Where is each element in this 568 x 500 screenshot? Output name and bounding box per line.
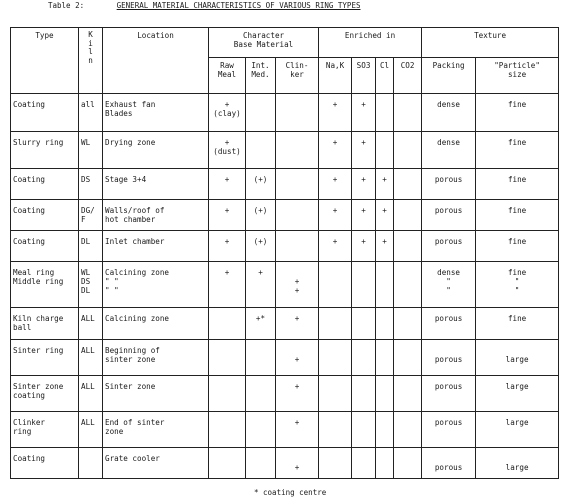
- cell-so3: [352, 231, 376, 262]
- cell-so3: [352, 376, 376, 412]
- cell-kiln-line: ALL: [81, 418, 95, 427]
- header-character-line2: Base Material: [233, 40, 294, 49]
- cell-type-line: Coating: [13, 454, 46, 463]
- cell-particle-size-line: ": [514, 277, 520, 286]
- cell-co2: [394, 308, 422, 340]
- header-particle-size-line2: size: [507, 70, 527, 79]
- cell-type-line: ring: [13, 427, 32, 436]
- cell-int-med: [246, 262, 276, 308]
- cell-location: [103, 262, 209, 308]
- cell-type-line: Middle ring: [13, 277, 64, 286]
- header-clinker-line1: Clin-: [285, 61, 309, 70]
- header-kiln-letter: l: [88, 47, 93, 56]
- cell-type: [11, 132, 79, 169]
- cell-kiln-line: DL: [81, 237, 91, 246]
- header-raw-meal-line2: Meal: [217, 70, 237, 79]
- cell-particle-size: [476, 448, 559, 479]
- footnote: * coating centre: [254, 488, 327, 497]
- cell-packing-line: porous: [434, 418, 463, 427]
- cell-location: [103, 200, 209, 231]
- cell-int-med: [246, 200, 276, 231]
- cell-location-line: Inlet chamber: [105, 237, 165, 246]
- cell-kiln-line: DG/: [81, 206, 95, 215]
- cell-raw-meal: [209, 262, 246, 308]
- cell-kiln: [79, 448, 103, 479]
- cell-clinker: [276, 200, 319, 231]
- cell-kiln-line: DS: [81, 175, 91, 184]
- cell-raw-meal-line: +: [224, 237, 230, 246]
- cell-particle-size-line: large: [505, 355, 529, 364]
- cell-na-k: [319, 262, 352, 308]
- cell-kiln-line: DL: [81, 286, 91, 295]
- header-int-med-line1: Int.: [251, 61, 270, 70]
- table-row: [11, 340, 559, 376]
- cell-type: [11, 308, 79, 340]
- cell-so3-line: +: [361, 175, 366, 184]
- cell-co2: [394, 448, 422, 479]
- cell-packing: [422, 412, 476, 448]
- cell-kiln: [79, 169, 103, 200]
- header-raw-meal: [209, 58, 246, 94]
- cell-kiln-line: WL: [81, 268, 91, 277]
- cell-kiln: [79, 376, 103, 412]
- cell-location: [103, 94, 209, 132]
- cell-type-line: Slurry ring: [13, 138, 64, 147]
- cell-particle-size-line: fine: [507, 237, 527, 246]
- cell-raw-meal: [209, 376, 246, 412]
- cell-int-med: [246, 448, 276, 479]
- cell-packing: [422, 200, 476, 231]
- cell-location: [103, 231, 209, 262]
- cell-clinker-line: +: [294, 286, 300, 295]
- cell-raw-meal: [209, 231, 246, 262]
- cell-clinker-line: +: [294, 277, 300, 286]
- cell-packing-line: porous: [434, 175, 463, 184]
- cell-co2: [394, 200, 422, 231]
- cell-location: [103, 376, 209, 412]
- cell-type-line: ball: [13, 323, 32, 332]
- cell-cl: [376, 308, 394, 340]
- cell-int-med: [246, 412, 276, 448]
- cell-clinker: [276, 448, 319, 479]
- cell-raw-meal: [209, 308, 246, 340]
- cell-location-line: sinter zone: [105, 355, 156, 364]
- cell-cl-line: +: [382, 175, 387, 184]
- table-row: [11, 132, 559, 169]
- ring-characteristics-table: [10, 27, 559, 479]
- cell-raw-meal: [209, 340, 246, 376]
- cell-packing-line: porous: [434, 463, 463, 472]
- cell-clinker: [276, 308, 319, 340]
- cell-type: [11, 231, 79, 262]
- cell-na-k-line: +: [332, 175, 338, 184]
- cell-particle-size-line: large: [505, 382, 529, 391]
- cell-packing: [422, 132, 476, 169]
- cell-clinker-line: [278, 454, 316, 463]
- cell-cl: [376, 169, 394, 200]
- cell-raw-meal-line: +: [224, 100, 230, 109]
- cell-location-line: zone: [105, 427, 124, 436]
- cell-na-k: [319, 169, 352, 200]
- cell-packing-line: ": [446, 286, 451, 295]
- cell-kiln: [79, 94, 103, 132]
- cell-clinker-line: [278, 268, 316, 277]
- table-row: [11, 200, 559, 231]
- cell-kiln-line: ALL: [81, 314, 95, 323]
- cell-clinker-line: [278, 346, 316, 355]
- cell-location: [103, 448, 209, 479]
- cell-particle-size: [476, 412, 559, 448]
- cell-kiln-line: all: [81, 100, 95, 109]
- cell-cl-line: +: [382, 237, 387, 246]
- cell-clinker: [276, 132, 319, 169]
- cell-location-line: Drying zone: [105, 138, 156, 147]
- cell-so3-line: +: [361, 237, 366, 246]
- cell-cl: [376, 340, 394, 376]
- cell-particle-size-line: [478, 346, 556, 355]
- cell-packing: [422, 308, 476, 340]
- cell-kiln: [79, 308, 103, 340]
- cell-type-line: Coating: [13, 237, 46, 246]
- table-row: [11, 169, 559, 200]
- cell-kiln-line: ALL: [81, 382, 95, 391]
- cell-raw-meal: [209, 132, 246, 169]
- cell-cl: [376, 412, 394, 448]
- cell-location: [103, 340, 209, 376]
- cell-cl: [376, 132, 394, 169]
- cell-packing: [422, 231, 476, 262]
- header-co2: CO2: [394, 58, 422, 94]
- cell-raw-meal: [209, 412, 246, 448]
- cell-cl: [376, 376, 394, 412]
- cell-type: [11, 376, 79, 412]
- cell-location: [103, 169, 209, 200]
- cell-type-line: Kiln charge: [13, 314, 64, 323]
- table-row: [11, 308, 559, 340]
- cell-location-line: Grate cooler: [105, 454, 160, 463]
- cell-int-med: [246, 169, 276, 200]
- cell-clinker: [276, 94, 319, 132]
- cell-so3: [352, 169, 376, 200]
- cell-clinker: [276, 340, 319, 376]
- cell-co2: [394, 412, 422, 448]
- cell-particle-size: [476, 132, 559, 169]
- header-clinker: [276, 58, 319, 94]
- header-cl: Cl: [376, 58, 394, 94]
- cell-type-line: Meal ring: [13, 268, 55, 277]
- cell-raw-meal-line: +: [224, 268, 230, 277]
- cell-particle-size: [476, 200, 559, 231]
- table-label: Table 2:: [48, 1, 85, 10]
- cell-packing: [422, 94, 476, 132]
- cell-co2: [394, 94, 422, 132]
- header-character-line1: Character: [242, 31, 285, 40]
- header-character-base-material: [209, 28, 319, 58]
- cell-int-med-line: +: [258, 268, 263, 277]
- cell-particle-size: [476, 340, 559, 376]
- cell-particle-size: [476, 169, 559, 200]
- table-row: [11, 94, 559, 132]
- header-int-med-line2: Med.: [251, 70, 270, 79]
- cell-na-k-line: +: [332, 138, 338, 147]
- cell-location-line: Beginning of: [105, 346, 160, 355]
- cell-location-line: " ": [105, 286, 119, 295]
- cell-raw-meal-line: (clay): [213, 109, 241, 118]
- cell-clinker: [276, 262, 319, 308]
- table-row: [11, 231, 559, 262]
- cell-packing-line: porous: [434, 237, 463, 246]
- cell-particle-size: [476, 308, 559, 340]
- header-particle-size-line1: "Particle": [494, 61, 540, 70]
- cell-type-line: Coating: [13, 175, 46, 184]
- cell-kiln-line: WL: [81, 138, 91, 147]
- cell-type: [11, 412, 79, 448]
- cell-particle-size-line: fine: [507, 314, 527, 323]
- table-row: [11, 448, 559, 479]
- cell-na-k: [319, 94, 352, 132]
- table-title: GENERAL MATERIAL CHARACTERISTICS OF VARIOUS RING TYPES: [116, 1, 361, 10]
- cell-cl: [376, 200, 394, 231]
- table-row: [11, 262, 559, 308]
- cell-so3-line: +: [361, 206, 366, 215]
- cell-int-med-line: (+): [253, 237, 268, 246]
- cell-type-line: Clinker: [13, 418, 46, 427]
- cell-na-k-line: +: [332, 206, 338, 215]
- cell-location-line: Stage 3+4: [105, 175, 147, 184]
- header-kiln-letter: i: [88, 38, 93, 48]
- cell-location: [103, 308, 209, 340]
- cell-int-med-line: (+): [253, 206, 268, 215]
- header-na-k: Na,K: [319, 58, 352, 94]
- cell-int-med-line: (+): [253, 175, 268, 184]
- cell-packing-line: dense: [437, 138, 460, 147]
- table-body: [11, 94, 559, 479]
- header-packing: Packing: [422, 58, 476, 94]
- cell-int-med: [246, 308, 276, 340]
- cell-packing-line: ": [446, 277, 451, 286]
- cell-packing-line: porous: [434, 382, 463, 391]
- cell-clinker-line: +: [294, 314, 300, 323]
- cell-int-med: [246, 376, 276, 412]
- cell-location-line: hot chamber: [105, 215, 156, 224]
- cell-kiln: [79, 231, 103, 262]
- cell-packing-line: [424, 454, 473, 463]
- cell-location-line: Sinter zone: [105, 382, 156, 391]
- cell-na-k: [319, 308, 352, 340]
- cell-kiln: [79, 412, 103, 448]
- cell-particle-size-line: large: [505, 418, 529, 427]
- cell-clinker-line: +: [294, 463, 300, 472]
- header-raw-meal-line1: Raw: [220, 61, 234, 70]
- cell-clinker: [276, 169, 319, 200]
- cell-na-k: [319, 132, 352, 169]
- header-int-med: [246, 58, 276, 94]
- cell-raw-meal-line: +: [224, 206, 230, 215]
- cell-particle-size: [476, 231, 559, 262]
- cell-so3: [352, 448, 376, 479]
- cell-kiln-line: ALL: [81, 346, 95, 355]
- cell-kiln: [79, 200, 103, 231]
- cell-type-line: coating: [13, 391, 46, 400]
- header-kiln-letter: K: [88, 30, 93, 39]
- cell-clinker-line: +: [294, 355, 300, 364]
- cell-packing-line: [424, 346, 473, 355]
- cell-packing: [422, 340, 476, 376]
- cell-so3-line: +: [361, 100, 366, 109]
- cell-na-k: [319, 200, 352, 231]
- cell-raw-meal: [209, 200, 246, 231]
- cell-clinker: [276, 231, 319, 262]
- cell-particle-size-line: ": [514, 286, 520, 295]
- cell-particle-size: [476, 376, 559, 412]
- header-so3: SO3: [352, 58, 376, 94]
- cell-so3: [352, 340, 376, 376]
- cell-na-k: [319, 376, 352, 412]
- cell-particle-size: [476, 94, 559, 132]
- cell-cl: [376, 94, 394, 132]
- cell-location-line: Blades: [105, 109, 133, 118]
- cell-particle-size-line: large: [505, 463, 529, 472]
- cell-cl: [376, 231, 394, 262]
- cell-packing: [422, 448, 476, 479]
- cell-location: [103, 132, 209, 169]
- header-texture: Texture: [422, 28, 559, 58]
- cell-raw-meal-line: +: [224, 138, 230, 147]
- cell-na-k-line: +: [332, 237, 338, 246]
- cell-particle-size-line: fine: [507, 138, 527, 147]
- cell-na-k: [319, 340, 352, 376]
- cell-packing-line: porous: [434, 206, 463, 215]
- cell-location-line: Calcining zone: [105, 314, 170, 323]
- cell-so3: [352, 200, 376, 231]
- cell-type: [11, 200, 79, 231]
- cell-packing: [422, 262, 476, 308]
- cell-location-line: Calcining zone: [105, 268, 170, 277]
- cell-raw-meal: [209, 94, 246, 132]
- cell-type: [11, 340, 79, 376]
- table-row: [11, 412, 559, 448]
- cell-particle-size-line: fine: [507, 175, 527, 184]
- cell-type: [11, 94, 79, 132]
- cell-type: [11, 262, 79, 308]
- header-enriched-in: Enriched in: [319, 28, 422, 58]
- cell-na-k: [319, 412, 352, 448]
- cell-type-line: Sinter zone: [13, 382, 64, 391]
- header-clinker-line2: ker: [290, 70, 304, 79]
- cell-particle-size-line: fine: [507, 268, 527, 277]
- cell-type-line: Coating: [13, 100, 46, 109]
- cell-so3-line: +: [361, 138, 366, 147]
- cell-particle-size: [476, 262, 559, 308]
- cell-location-line: Walls/roof of: [105, 206, 165, 215]
- cell-packing: [422, 376, 476, 412]
- cell-type: [11, 169, 79, 200]
- cell-cl-line: +: [382, 206, 387, 215]
- cell-so3: [352, 412, 376, 448]
- cell-particle-size-line: fine: [507, 206, 527, 215]
- header-particle-size: [476, 58, 559, 94]
- cell-type: [11, 448, 79, 479]
- cell-cl: [376, 448, 394, 479]
- cell-kiln: [79, 132, 103, 169]
- cell-kiln: [79, 340, 103, 376]
- cell-raw-meal: [209, 448, 246, 479]
- cell-clinker-line: +: [294, 418, 300, 427]
- cell-packing-line: porous: [434, 355, 463, 364]
- cell-raw-meal-line: +: [224, 175, 230, 184]
- cell-int-med: [246, 340, 276, 376]
- table-caption: [48, 1, 360, 10]
- cell-packing: [422, 169, 476, 200]
- cell-so3: [352, 94, 376, 132]
- cell-clinker-line: +: [294, 382, 300, 391]
- cell-int-med: [246, 132, 276, 169]
- cell-co2: [394, 376, 422, 412]
- cell-co2: [394, 340, 422, 376]
- table-row: [11, 376, 559, 412]
- cell-location-line: " ": [105, 277, 119, 286]
- cell-packing-line: dense: [437, 268, 460, 277]
- cell-so3: [352, 262, 376, 308]
- cell-location: [103, 412, 209, 448]
- cell-na-k: [319, 448, 352, 479]
- cell-na-k-line: +: [332, 100, 338, 109]
- cell-packing-line: dense: [437, 100, 460, 109]
- cell-clinker: [276, 376, 319, 412]
- cell-kiln: [79, 262, 103, 308]
- cell-cl: [376, 262, 394, 308]
- cell-int-med-line: +*: [255, 314, 266, 323]
- cell-co2: [394, 169, 422, 200]
- header-kiln-letter: n: [88, 55, 93, 65]
- cell-co2: [394, 262, 422, 308]
- cell-int-med: [246, 231, 276, 262]
- header-kiln: [79, 28, 103, 94]
- cell-location-line: Exhaust fan: [105, 100, 156, 109]
- cell-na-k: [319, 231, 352, 262]
- cell-particle-size-line: fine: [507, 100, 527, 109]
- cell-raw-meal-line: (dust): [213, 147, 241, 156]
- cell-so3: [352, 132, 376, 169]
- cell-kiln-line: DS: [81, 277, 91, 286]
- header-location: Location: [103, 28, 209, 94]
- cell-kiln-line: F: [81, 215, 86, 224]
- cell-type-line: Sinter ring: [13, 346, 64, 355]
- cell-raw-meal: [209, 169, 246, 200]
- cell-particle-size-line: [478, 454, 556, 463]
- cell-int-med: [246, 94, 276, 132]
- cell-location-line: End of sinter: [105, 418, 165, 427]
- cell-co2: [394, 132, 422, 169]
- cell-so3: [352, 308, 376, 340]
- cell-clinker: [276, 412, 319, 448]
- cell-co2: [394, 231, 422, 262]
- cell-packing-line: porous: [434, 314, 463, 323]
- header-type: Type: [11, 28, 79, 94]
- cell-type-line: Coating: [13, 206, 46, 215]
